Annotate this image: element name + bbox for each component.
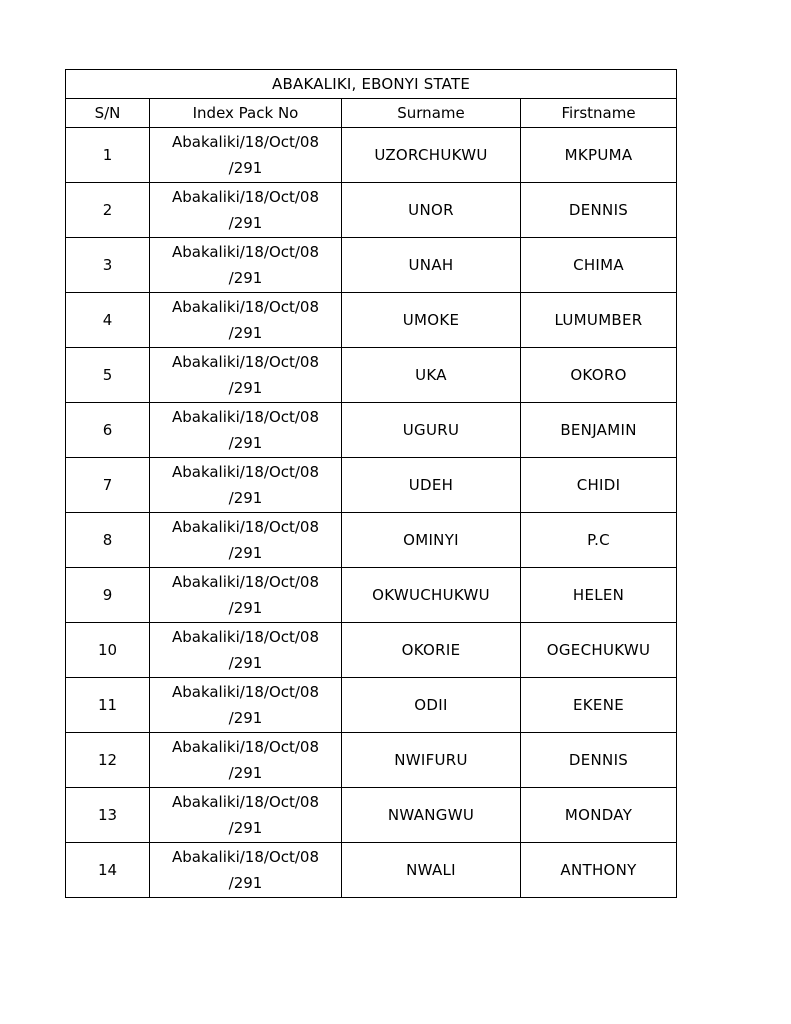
table-row [66, 843, 677, 898]
index-pack-line-1: Abakaliki/18/Oct/08 [171, 353, 320, 371]
index-pack-line-1: Abakaliki/18/Oct/08 [171, 188, 320, 206]
surname-cell: UGURU [342, 403, 521, 458]
firstname-cell: OKORO [521, 348, 677, 403]
serial-number-cell: 10 [66, 623, 150, 678]
index-pack-cell [150, 733, 342, 788]
index-pack-cell [150, 623, 342, 678]
index-pack-line-2: /291 [228, 819, 263, 837]
index-pack-line-1: Abakaliki/18/Oct/08 [171, 848, 320, 866]
surname-cell: NWALI [342, 843, 521, 898]
surname-cell: OKWUCHUKWU [342, 568, 521, 623]
index-pack-line-2: /291 [228, 214, 263, 232]
index-pack-line-1: Abakaliki/18/Oct/08 [171, 133, 320, 151]
index-pack-line-2: /291 [228, 379, 263, 397]
index-pack-line-1: Abakaliki/18/Oct/08 [171, 463, 320, 481]
index-pack-line-1: Abakaliki/18/Oct/08 [171, 243, 320, 261]
table-row [66, 293, 677, 348]
index-pack-cell [150, 128, 342, 183]
index-pack-cell [150, 788, 342, 843]
table-row [66, 348, 677, 403]
firstname-cell: EKENE [521, 678, 677, 733]
roster-table [65, 69, 677, 898]
index-pack-line-2: /291 [228, 489, 263, 507]
surname-cell: UDEH [342, 458, 521, 513]
serial-number-cell: 11 [66, 678, 150, 733]
firstname-cell: CHIDI [521, 458, 677, 513]
table-row [66, 733, 677, 788]
table-row [66, 128, 677, 183]
surname-cell: UMOKE [342, 293, 521, 348]
table-row [66, 568, 677, 623]
index-pack-line-1: Abakaliki/18/Oct/08 [171, 793, 320, 811]
index-pack-cell [150, 348, 342, 403]
index-pack-line-1: Abakaliki/18/Oct/08 [171, 298, 320, 316]
surname-cell: NWIFURU [342, 733, 521, 788]
table-row [66, 513, 677, 568]
serial-number-cell: 3 [66, 238, 150, 293]
serial-number-cell: 12 [66, 733, 150, 788]
firstname-cell: CHIMA [521, 238, 677, 293]
index-pack-line-2: /291 [228, 324, 263, 342]
column-header-surname: Surname [342, 99, 521, 128]
index-pack-line-2: /291 [228, 764, 263, 782]
index-pack-cell [150, 458, 342, 513]
table-row [66, 623, 677, 678]
serial-number-cell: 9 [66, 568, 150, 623]
index-pack-line-1: Abakaliki/18/Oct/08 [171, 683, 320, 701]
index-pack-cell [150, 293, 342, 348]
column-header-sn: S/N [66, 99, 150, 128]
table-row [66, 238, 677, 293]
index-pack-cell [150, 238, 342, 293]
serial-number-cell: 4 [66, 293, 150, 348]
surname-cell: OKORIE [342, 623, 521, 678]
serial-number-cell: 6 [66, 403, 150, 458]
index-pack-line-1: Abakaliki/18/Oct/08 [171, 628, 320, 646]
firstname-cell: LUMUMBER [521, 293, 677, 348]
index-pack-cell [150, 403, 342, 458]
firstname-cell: P.C [521, 513, 677, 568]
index-pack-line-1: Abakaliki/18/Oct/08 [171, 573, 320, 591]
firstname-cell: ANTHONY [521, 843, 677, 898]
index-pack-cell [150, 183, 342, 238]
index-pack-line-2: /291 [228, 874, 263, 892]
table-title: ABAKALIKI, EBONYI STATE [66, 70, 677, 99]
index-pack-line-2: /291 [228, 269, 263, 287]
table-row [66, 678, 677, 733]
serial-number-cell: 14 [66, 843, 150, 898]
table-row [66, 458, 677, 513]
index-pack-line-2: /291 [228, 434, 263, 452]
serial-number-cell: 7 [66, 458, 150, 513]
firstname-cell: DENNIS [521, 733, 677, 788]
serial-number-cell: 5 [66, 348, 150, 403]
firstname-cell: OGECHUKWU [521, 623, 677, 678]
serial-number-cell: 13 [66, 788, 150, 843]
table-header-row [66, 99, 677, 128]
surname-cell: NWANGWU [342, 788, 521, 843]
table-row [66, 183, 677, 238]
column-header-index-pack-no: Index Pack No [150, 99, 342, 128]
index-pack-cell [150, 568, 342, 623]
index-pack-line-2: /291 [228, 544, 263, 562]
index-pack-cell [150, 678, 342, 733]
firstname-cell: HELEN [521, 568, 677, 623]
surname-cell: UZORCHUKWU [342, 128, 521, 183]
surname-cell: OMINYI [342, 513, 521, 568]
serial-number-cell: 1 [66, 128, 150, 183]
surname-cell: UNOR [342, 183, 521, 238]
table-title-row [66, 70, 677, 99]
serial-number-cell: 2 [66, 183, 150, 238]
surname-cell: UKA [342, 348, 521, 403]
index-pack-line-1: Abakaliki/18/Oct/08 [171, 738, 320, 756]
index-pack-line-2: /291 [228, 599, 263, 617]
index-pack-line-2: /291 [228, 709, 263, 727]
firstname-cell: MKPUMA [521, 128, 677, 183]
surname-cell: UNAH [342, 238, 521, 293]
index-pack-line-2: /291 [228, 159, 263, 177]
serial-number-cell: 8 [66, 513, 150, 568]
firstname-cell: DENNIS [521, 183, 677, 238]
index-pack-cell [150, 843, 342, 898]
index-pack-line-1: Abakaliki/18/Oct/08 [171, 518, 320, 536]
surname-cell: ODII [342, 678, 521, 733]
table-row [66, 403, 677, 458]
firstname-cell: MONDAY [521, 788, 677, 843]
column-header-firstname: Firstname [521, 99, 677, 128]
table-row [66, 788, 677, 843]
index-pack-line-2: /291 [228, 654, 263, 672]
firstname-cell: BENJAMIN [521, 403, 677, 458]
index-pack-line-1: Abakaliki/18/Oct/08 [171, 408, 320, 426]
index-pack-cell [150, 513, 342, 568]
